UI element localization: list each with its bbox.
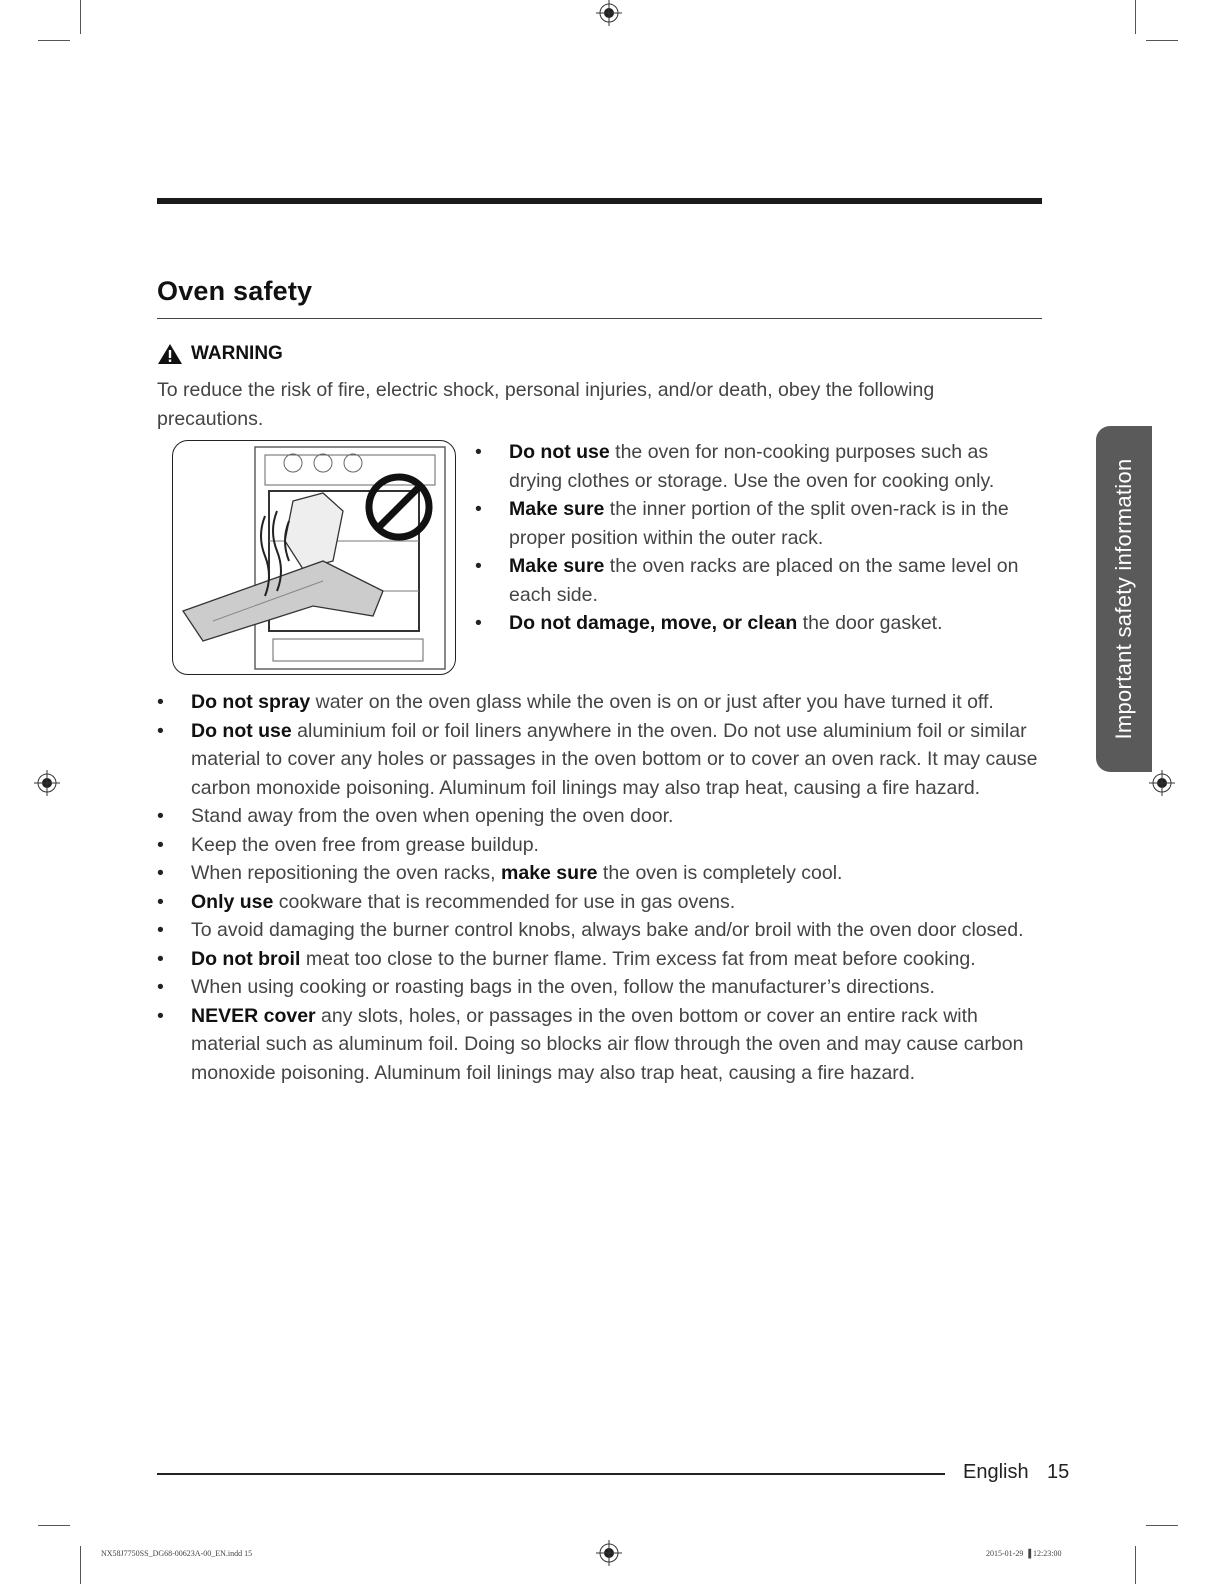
imprint-filename: NX58J7750SS_DG68-00623A-00_EN.indd 15 xyxy=(101,1549,253,1558)
list-item: • Make sure the oven racks are placed on the same level on each side. xyxy=(475,555,1019,606)
list-item: • Do not use aluminium foil or foil liners anywhere in the oven. Do not use aluminium foil or similar material to cover any holes or passages in the oven bottom or to cover an oven rack. It may cause carbon monoxide poisoning. Aluminum foil linings may also trap heat, causing a fire hazard. xyxy=(157,719,1038,799)
list-item: • Do not spray water on the oven glass while the oven is on or just after you have turned it off. xyxy=(157,691,994,713)
header-rule xyxy=(157,198,1042,204)
footer-language: English xyxy=(963,1461,1029,1483)
list-item: • Do not damage, move, or clean the door gasket. xyxy=(475,612,943,634)
list-item: • NEVER cover any slots, holes, or passages in the oven bottom or cover an entire rack with material such as aluminum foil. Doing so blocks air flow through the oven and may cause carbon monoxide poisoning. Aluminum foil linings may also trap heat, causing a fire hazard. xyxy=(157,1004,1024,1084)
list-item: • When repositioning the oven racks, make sure the oven is completely cool. xyxy=(157,862,843,884)
crop-mark xyxy=(1135,0,1136,34)
prohibited-icon xyxy=(363,471,435,543)
page-number: 15 xyxy=(1047,1461,1070,1483)
section-title: Oven safety xyxy=(157,276,313,306)
registration-mark-icon xyxy=(34,770,60,796)
chapter-side-tab xyxy=(1096,426,1152,772)
list-item: • Do not broil meat too close to the burner flame. Trim excess fat from meat before cooking. xyxy=(157,947,976,970)
list-item: • Stand away from the oven when opening the oven door. xyxy=(157,805,674,827)
crop-mark xyxy=(1146,40,1178,41)
warning-heading xyxy=(157,343,283,365)
list-item: • Only use cookware that is recommended for use in gas ovens. xyxy=(157,890,736,913)
warning-triangle-icon xyxy=(157,343,183,365)
crop-mark xyxy=(1146,1525,1178,1526)
title-rule xyxy=(157,318,1042,319)
warning-label: WARNING xyxy=(191,343,283,364)
precaution-list-main xyxy=(157,688,1046,1087)
footer-rule xyxy=(157,1473,945,1475)
imprint-timestamp: 2015-01-29 ▐ 12:23:00 xyxy=(986,1549,1062,1558)
crop-mark xyxy=(80,1546,81,1584)
crop-mark xyxy=(38,1525,70,1526)
chapter-side-tab-label: Important safety information xyxy=(1111,458,1136,740)
precaution-list-right xyxy=(475,438,1044,638)
list-item: • Make sure the inner portion of the split oven-rack is in the proper position within the outer rack. xyxy=(475,498,1009,549)
crop-mark xyxy=(38,40,70,41)
list-item: • Keep the oven free from grease buildup. xyxy=(157,833,539,856)
list-item: • When using cooking or roasting bags in the oven, follow the manufacturer’s directions. xyxy=(157,976,935,998)
registration-mark-icon xyxy=(596,1540,622,1566)
list-item: • To avoid damaging the burner control knobs, always bake and/or broil with the oven door closed. xyxy=(157,919,1024,941)
list-item: • Do not use the oven for non-cooking purposes such as drying clothes or storage. Use the oven for cooking only. xyxy=(475,441,995,492)
crop-mark xyxy=(80,0,81,34)
warning-intro: To reduce the risk of fire, electric shock, personal injuries, and/or death, obey the following precautions. xyxy=(157,379,935,430)
registration-mark-icon xyxy=(596,0,622,26)
crop-mark xyxy=(1135,1546,1136,1584)
oven-with-clothes-illustration xyxy=(172,440,456,675)
registration-mark-icon xyxy=(1149,770,1175,796)
